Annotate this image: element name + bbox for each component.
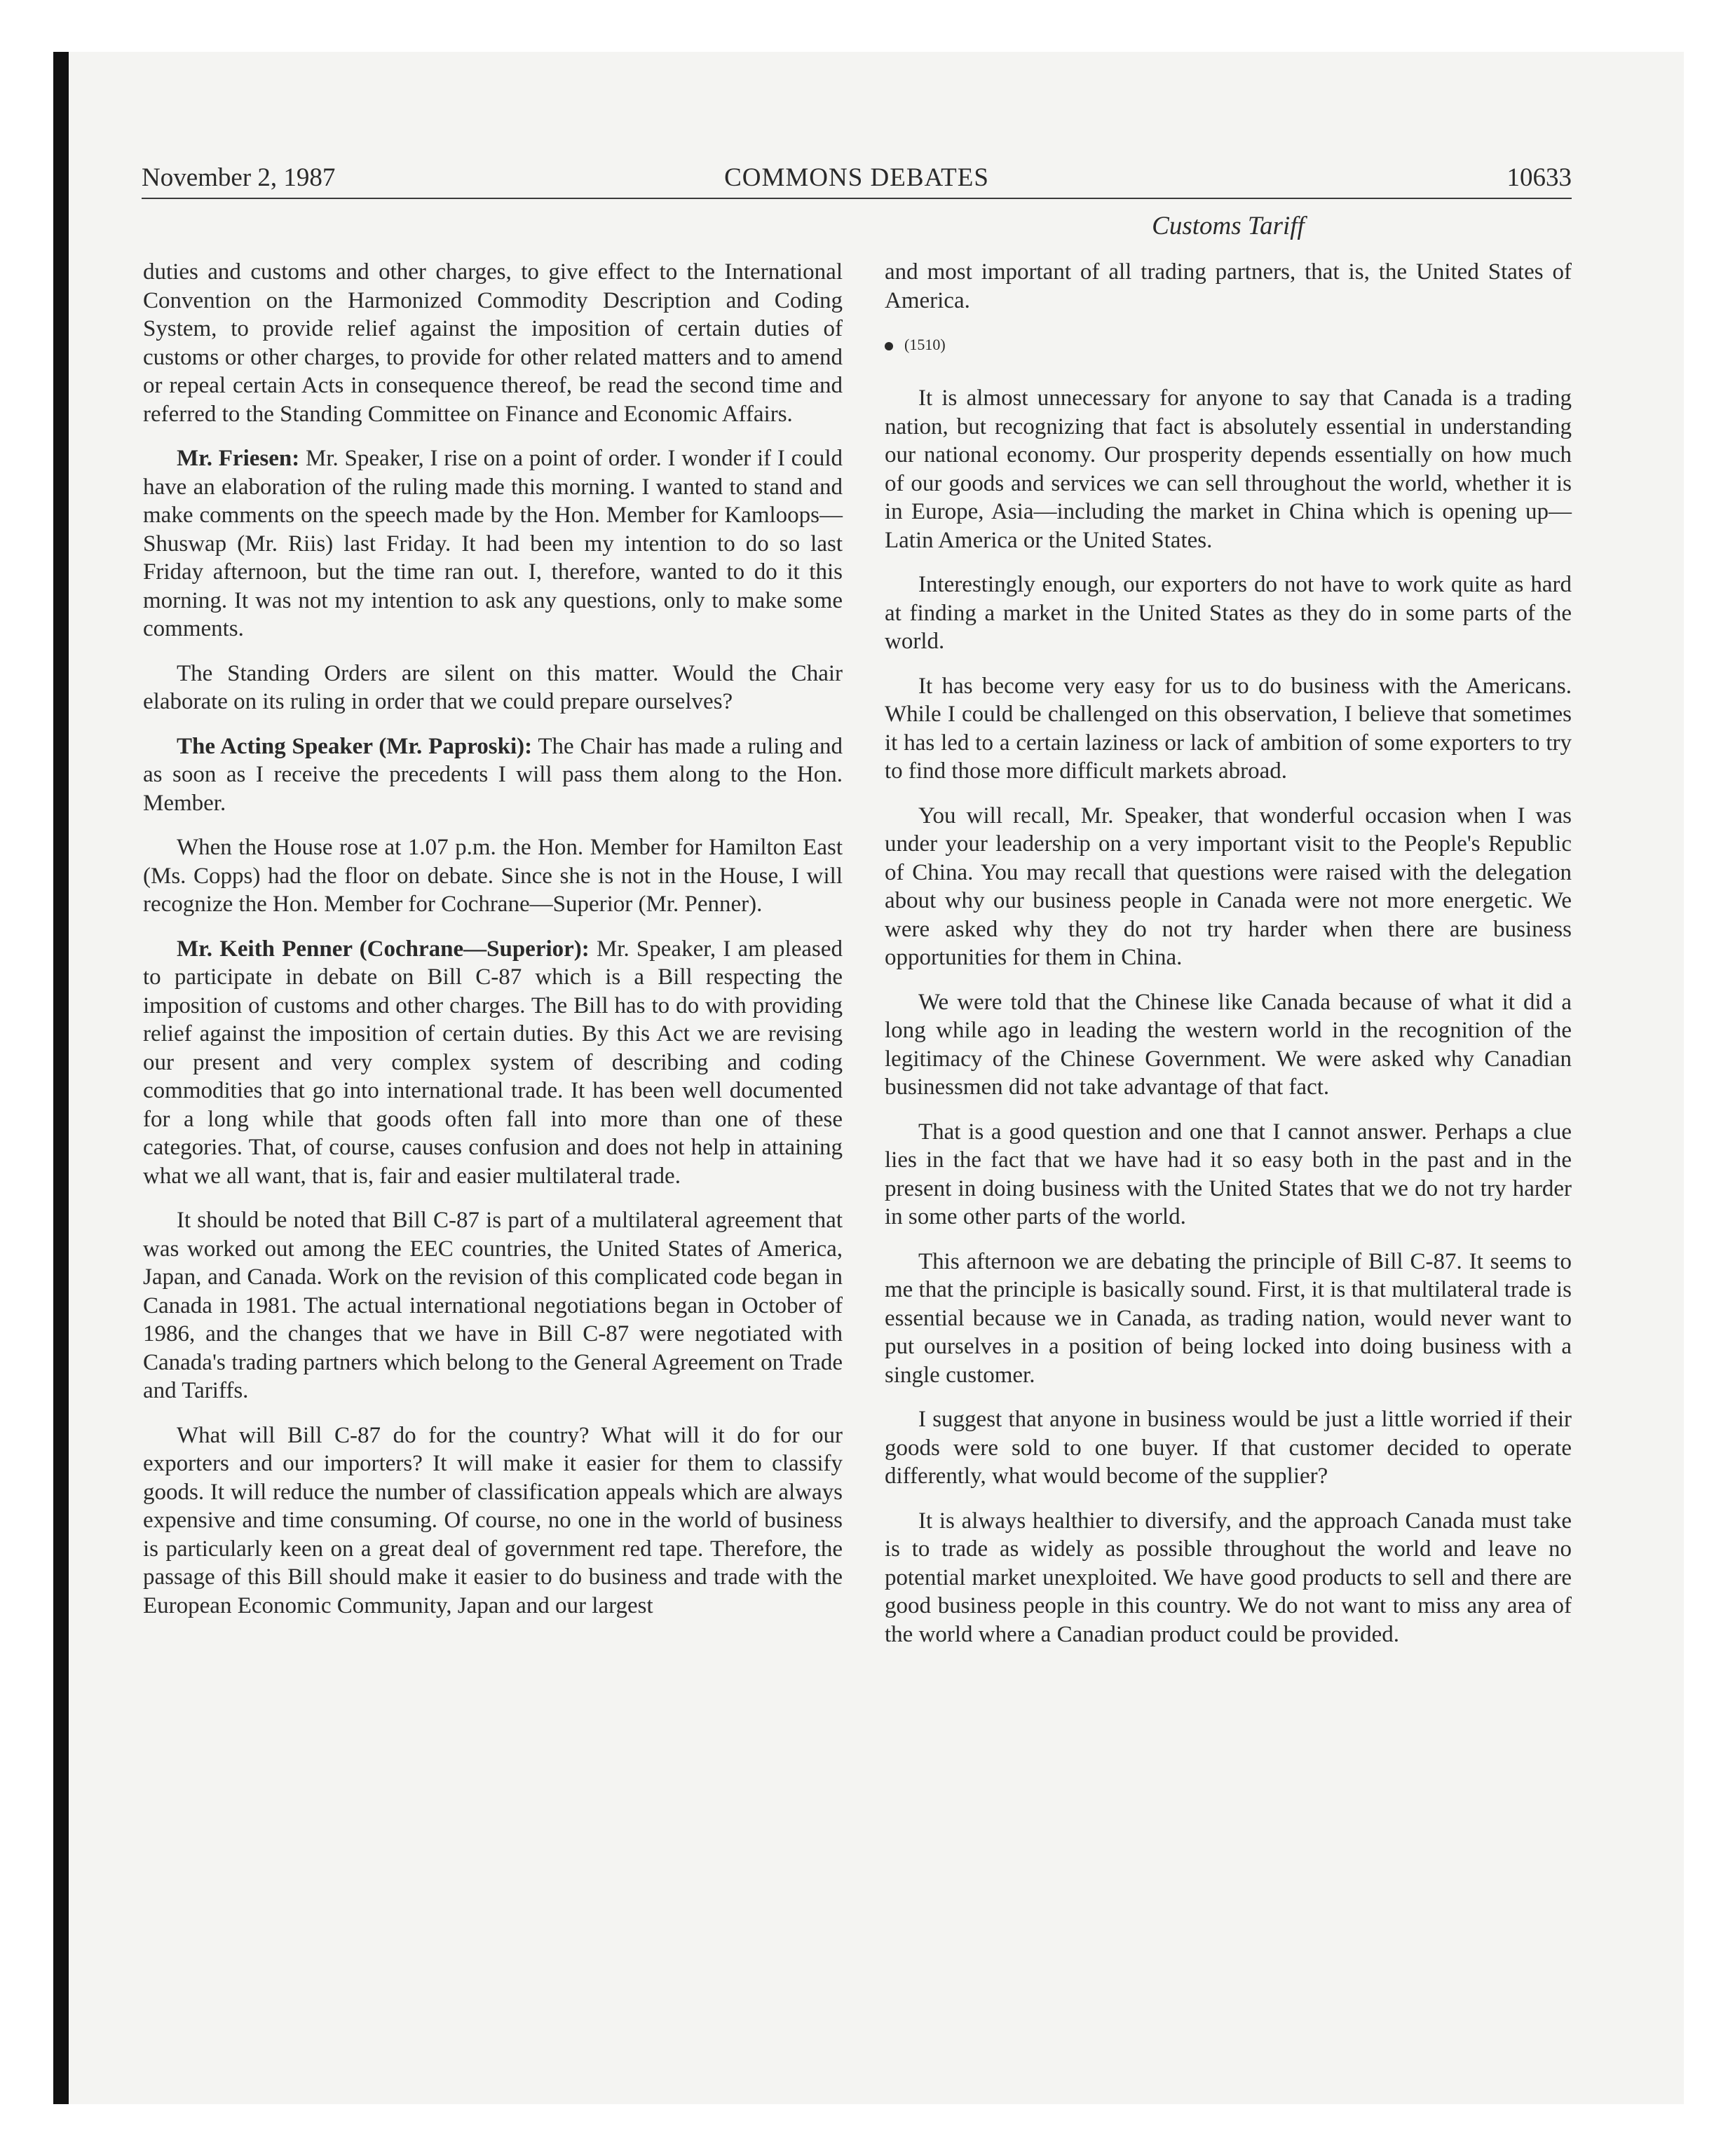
- paragraph: When the House rose at 1.07 p.m. the Hon. Member for Hamilton East (Ms. Copps) had the floor on debate. Since she is not in the House, I will recognize the Hon. Member for Cochrane—Superior (Mr. Penner).: [143, 835, 843, 917]
- speaker-name: Mr. Friesen:: [177, 446, 300, 471]
- paragraph: [143, 732, 843, 818]
- paragraph: Interestingly enough, our exporters do not have to work quite as hard at finding a market in the United States as they do in some parts of the world.: [885, 572, 1572, 654]
- speech-text: The Chair has made a ruling and as soon as I receive the precedents I will pass them along to the Hon. Member.: [143, 733, 843, 816]
- paragraph: and most important of all trading partners, that is, the United States of America.: [885, 259, 1572, 313]
- paragraph: duties and customs and other charges, to give effect to the International Convention on the Harmonized Commodity Description and Coding System, to provide relief against the imposition of certain duties of customs or other charges, to provide for other related matters and to amend or repeal certain Acts in consequence thereof, be read the second time and referred to the Standing Committee on Finance and Economic Affairs.: [143, 259, 843, 427]
- time-marker-label: (1510): [904, 336, 946, 353]
- paragraph: We were told that the Chinese like Canada because of what it did a long while ago in leading the western world in the recognition of the legitimacy of the Chinese Government. We were asked why Canadian businessmen did not take advantage of that fact.: [885, 989, 1572, 1100]
- header-page-number: 10633: [1506, 163, 1572, 192]
- section-title: Customs Tariff: [1152, 212, 1305, 240]
- paragraph: [143, 935, 843, 1191]
- page-header: [142, 160, 1572, 196]
- paragraph: [143, 444, 843, 643]
- paragraph: What will Bill C-87 do for the country? What will it do for our exporters and our importers? It will make it easier for them to classify goods. It will reduce the number of classification appeals which are always expensive and time consuming. Of course, no one in the world of business is particularly keen on a great deal of government red tape. Therefore, the passage of this Bill should make it easier to do business and trade with the European Economic Community, Japan and our largest: [143, 1422, 843, 1618]
- paragraph: That is a good question and one that I cannot answer. Perhaps a clue lies in the fact that we have had it so easy both in the past and in the present in doing business with the United States that we do not try harder in some other parts of the world.: [885, 1119, 1572, 1229]
- paragraph: This afternoon we are debating the principle of Bill C-87. It seems to me that the principle is basically sound. First, it is that multilateral trade is essential because we in Canada, as trading nation, would never want to put ourselves in a position of being locked into doing business with a single customer.: [885, 1248, 1572, 1388]
- header-date: November 2, 1987: [142, 163, 336, 192]
- header-publication: COMMONS DEBATES: [724, 163, 989, 192]
- header-rule: [142, 198, 1572, 199]
- paragraph: It should be noted that Bill C-87 is part of a multilateral agreement that was worked out among the EEC countries, the United States of America, Japan, and Canada. Work on the revision of this complicated code began in Canada in 1981. The actual international negotiations began in October of 1986, and the changes that we have in Bill C-87 were negotiated with Canada's trading partners which belong to the General Agreement on Trade and Tariffs.: [143, 1208, 843, 1403]
- paragraph: It has become very easy for us to do business with the Americans. While I could be challenged on this observation, I believe that sometimes it has led to a certain laziness or lack of ambition of some exporters to try to find those more difficult markets abroad.: [885, 673, 1572, 784]
- speech-text: Mr. Speaker, I rise on a point of order. I wonder if I could have an elaboration of the ruling made this morning. I wanted to stand and make comments on the speech made by the Hon. Member for Kamloops—Shuswap (Mr. Riis) last Friday. It had been my intention to do so last Friday afternoon, but the time ran out. I, therefore, wanted to do it this morning. It was not my intention to ask any questions, only to make some comments.: [143, 446, 843, 641]
- bullet-icon: [885, 342, 893, 350]
- paragraph: It is always healthier to diversify, and the approach Canada must take is to trade as widely as possible throughout the world and leave no potential market unexploited. We have good products to sell and there are good business people in this country. We do not want to miss any area of the world where a Canadian product could be provided.: [885, 1508, 1572, 1647]
- paragraph: I suggest that anyone in business would be just a little worried if their goods were sold to one buyer. If that customer decided to operate differently, what would become of the supplier?: [885, 1407, 1572, 1489]
- scan-edge-shadow: [53, 52, 69, 2104]
- paragraph: It is almost unnecessary for anyone to say that Canada is a trading nation, but recognizing that fact is absolutely essential in understanding our national economy. Our prosperity depends essentially on how much of our goods and services we can sell throughout the world, whether it is in Europe, Asia—including the market in China which is opening up—Latin America or the United States.: [885, 386, 1572, 553]
- paragraph: You will recall, Mr. Speaker, that wonderful occasion when I was under your leadership on a very important visit to the People's Republic of China. You may recall that questions were raised with the delegation about why our business people in Canada were not more energetic. We were asked why they do not try harder when there are business opportunities for them in China.: [885, 803, 1572, 970]
- paragraph: The Standing Orders are silent on this matter. Would the Chair elaborate on its ruling in order that we could prepare ourselves?: [143, 660, 843, 714]
- speaker-name: The Acting Speaker (Mr. Paproski):: [177, 733, 533, 759]
- speaker-name: Mr. Keith Penner (Cochrane—Superior):: [177, 936, 590, 962]
- left-column: [143, 258, 843, 1636]
- right-column: [885, 258, 1572, 1665]
- time-marker: [885, 331, 1572, 359]
- speech-text: Mr. Speaker, I am pleased to participate in debate on Bill C-87 which is a Bill respecting the imposition of customs and other charges. The Bill has to do with providing relief against the imposition of certain duties. By this Act we are revising our present and very complex system of describing and coding commodities that go into international trade. It has been well documented for a long while that goods often fall into more than one of these categories. That, of course, causes confusion and does not help in attaining what we all want, that is, fair and easier multilateral trade.: [143, 936, 843, 1189]
